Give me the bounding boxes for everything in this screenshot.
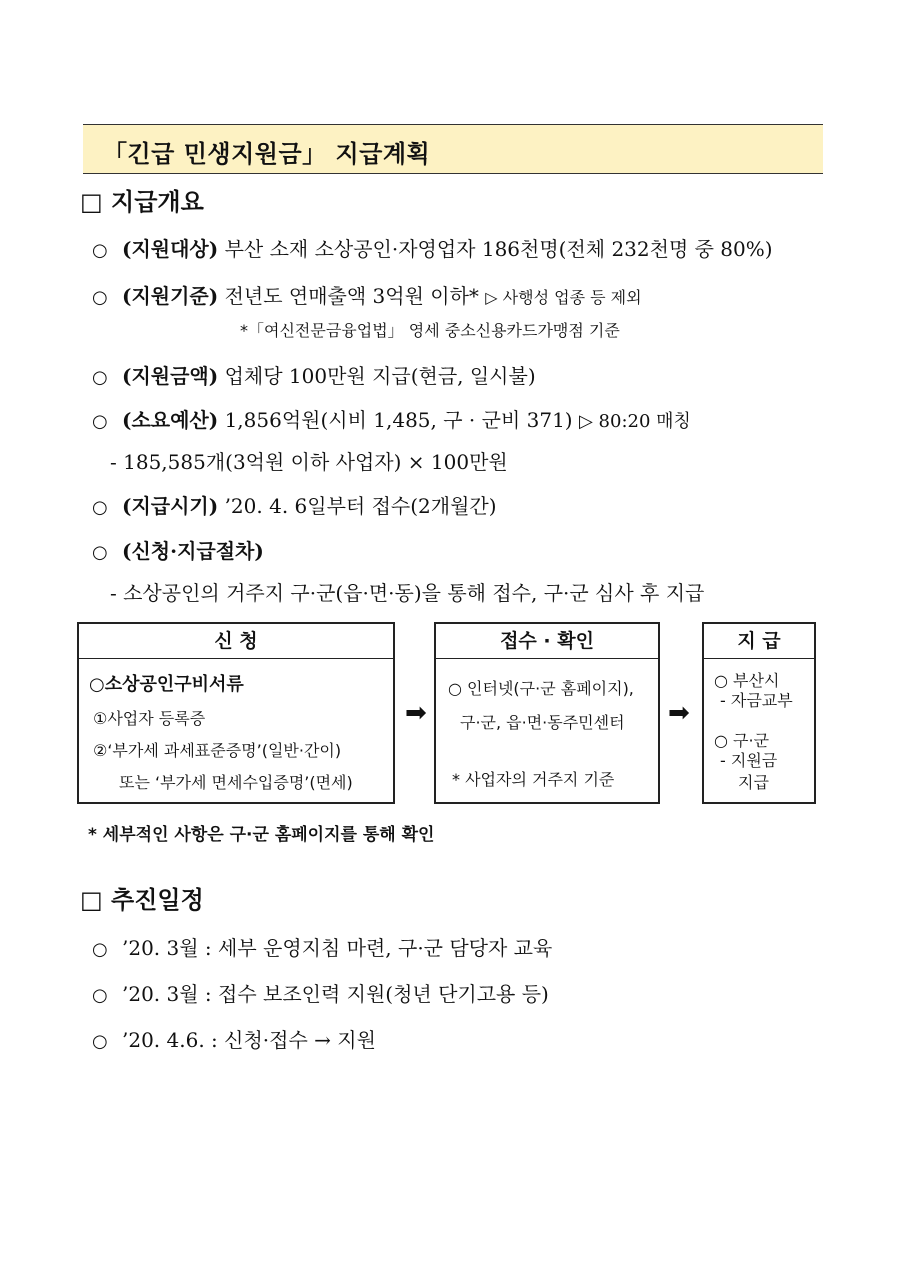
overview-item-timing (92, 490, 497, 519)
receive-line-1: ○ 인터넷(구·군 홈페이지), (448, 679, 634, 698)
flow-arrow-icon: ➡ (405, 698, 427, 728)
item-text: 1,856억원(시비 1,485, 구 · 군비 371) (224, 408, 573, 432)
receive-line-2: 구·군, 읍·면·동주민센터 (460, 713, 625, 732)
item-label: (소요예산) (122, 408, 219, 432)
bullet-marker: ○ (92, 985, 108, 1006)
pay-line-4: - 지원금 (720, 751, 778, 770)
page-title: 「긴급 민생지원금」 지급계획 (103, 140, 431, 168)
apply-docs-title: ○소상공인구비서류 (89, 674, 244, 695)
budget-detail: - 185,585개(3억원 이하 사업자) × 100만원 (110, 450, 508, 474)
bullet-marker: ○ (92, 939, 108, 960)
bullet-marker: ○ (92, 367, 108, 388)
item-extra: ▷ 80:20 매칭 (578, 411, 691, 432)
item-text: 업체당 100만원 지급(현금, 일시불) (224, 364, 536, 388)
overview-item-budget (92, 404, 691, 433)
flow-arrow-icon: ➡ (668, 698, 690, 728)
schedule-heading: □ 추진일정 (80, 886, 204, 914)
receive-line-3: * 사업자의 거주지 기준 (452, 770, 615, 789)
pay-line-5: 지급 (738, 773, 769, 792)
bullet-marker: ○ (92, 542, 108, 563)
apply-doc-2-alt: 또는 ‘부가세 면세수입증명’(면세) (119, 773, 353, 792)
procedure-detail: - 소상공인의 거주지 구·군(읍·면·동)을 통해 접수, 구·군 심사 후 지급 (110, 581, 705, 605)
overview-item-target (92, 233, 773, 262)
flow-note: * 세부적인 사항은 구·군 홈페이지를 통해 확인 (88, 825, 435, 845)
overview-item-amount (92, 360, 536, 389)
item-label: (지급시기) (122, 494, 219, 518)
bullet-marker: ○ (92, 240, 108, 261)
apply-doc-2: ②‘부가세 과세표준증명’(일반·간이) (93, 741, 342, 760)
schedule-item (92, 1024, 376, 1053)
schedule-text: ’20. 4.6. : 신청·접수 → 지원 (122, 1028, 376, 1052)
apply-doc-1: ①사업자 등록증 (93, 709, 206, 728)
schedule-text: ’20. 3월 : 접수 보조인력 지원(청년 단기고용 등) (122, 982, 549, 1006)
overview-item-criteria (92, 280, 642, 309)
bullet-marker: ○ (92, 287, 108, 308)
schedule-item (92, 978, 549, 1007)
pay-line-3: ○ 구·군 (714, 731, 770, 750)
pay-line-1: ○ 부산시 (714, 671, 780, 690)
item-extra: ▷ 사행성 업종 등 제외 (485, 288, 642, 307)
item-label: (지원금액) (122, 364, 219, 388)
bullet-marker: ○ (92, 1031, 108, 1052)
receive-box-head: 접수 · 확인 (436, 624, 658, 659)
apply-box-head: 신 청 (79, 624, 393, 659)
schedule-text: ’20. 3월 : 세부 운영지침 마련, 구·군 담당자 교육 (122, 936, 553, 960)
item-text: 전년도 연매출액 3억원 이하* (224, 284, 479, 308)
apply-box (77, 622, 395, 804)
item-text: ’20. 4. 6일부터 접수(2개월간) (224, 494, 497, 518)
title-banner (83, 124, 823, 174)
schedule-item (92, 932, 552, 961)
item-label: (지원대상) (122, 237, 219, 261)
bullet-marker: ○ (92, 411, 108, 432)
overview-heading: □ 지급개요 (80, 188, 204, 216)
criteria-footnote: *「여신전문금융업법」 영세 중소신용카드가맹점 기준 (240, 321, 620, 340)
overview-item-procedure (92, 535, 264, 564)
item-label: (지원기준) (122, 284, 219, 308)
item-text: 부산 소재 소상공인·자영업자 186천명(전체 232천명 중 80%) (224, 237, 773, 261)
item-label: (신청·지급절차) (122, 539, 264, 563)
receive-box (434, 622, 660, 804)
pay-box-head: 지 급 (704, 624, 814, 659)
pay-box (702, 622, 816, 804)
bullet-marker: ○ (92, 497, 108, 518)
pay-line-2: - 자금교부 (720, 691, 793, 710)
